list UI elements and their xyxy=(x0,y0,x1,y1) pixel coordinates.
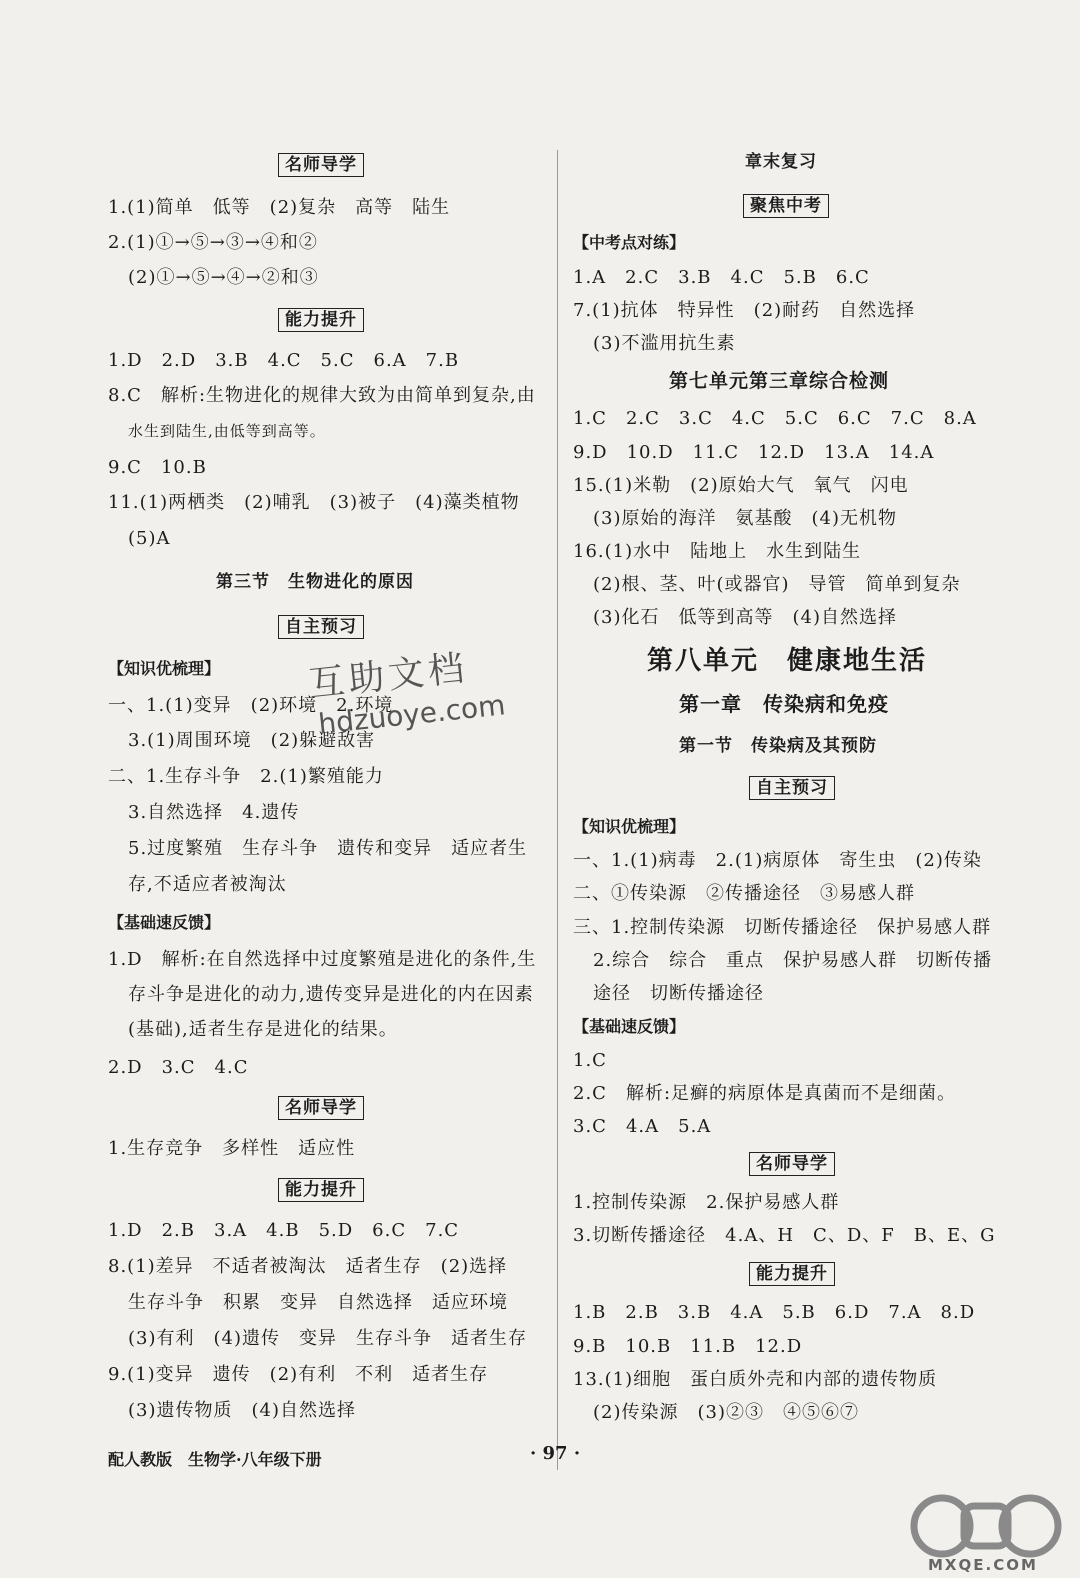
answer-line: 5.过度繁殖 生存斗争 遗传和变异 适应者生 xyxy=(128,838,528,859)
answer-line: 1.B 2.B 3.B 4.A 5.B 6.D 7.A 8.D xyxy=(573,1302,976,1323)
answer-line: (3)原始的海洋 氨基酸 (4)无机物 xyxy=(593,508,897,529)
answer-line: 1.生存竞争 多样性 适应性 xyxy=(108,1138,356,1159)
section-box-ability: 能力提升 xyxy=(749,1262,835,1286)
answer-line: 二、1.生存斗争 2.(1)繁殖能力 xyxy=(108,766,384,787)
section-box-ability: 能力提升 xyxy=(278,1178,364,1202)
chapter-test-title: 第七单元第三章综合检测 xyxy=(669,370,890,392)
subsection-heading: 【知识优梳理】 xyxy=(573,817,686,836)
unit-title: 第八单元 健康地生活 xyxy=(647,646,928,676)
answer-line: 11.(1)两栖类 (2)哺乳 (3)被子 (4)藻类植物 xyxy=(108,492,520,513)
answer-line: 9.B 10.B 11.B 12.D xyxy=(573,1336,803,1357)
subsection-heading: 【基础速反馈】 xyxy=(108,913,221,932)
answer-line: 存,不适应者被淘汰 xyxy=(128,874,287,895)
section-title: 第三节 生物进化的原因 xyxy=(216,572,414,592)
section-box-self-study: 自主预习 xyxy=(278,615,364,639)
watermark-text: 互助文档 xyxy=(306,647,471,706)
answer-line: 1.A 2.C 3.B 4.C 5.B 6.C xyxy=(573,267,870,288)
answer-line: 1.(1)简单 低等 (2)复杂 高等 陆生 xyxy=(108,197,451,218)
subsection-heading: 【知识优梳理】 xyxy=(108,659,221,678)
answer-line: 1.D 2.D 3.B 4.C 5.C 6.A 7.B xyxy=(108,350,460,371)
logo-icon xyxy=(902,1492,1072,1562)
answer-line: 3.自然选择 4.遗传 xyxy=(128,802,300,823)
answer-line: (3)有利 (4)遗传 变异 生存斗争 适者生存 xyxy=(128,1328,527,1349)
answer-line: 2.C 解析:足癣的病原体是真菌而不是细菌。 xyxy=(573,1083,957,1104)
column-divider xyxy=(557,150,558,1470)
section-title: 第一节 传染病及其预防 xyxy=(679,736,877,756)
subsection-heading: 【基础速反馈】 xyxy=(573,1017,686,1036)
answer-line: 1.控制传染源 2.保护易感人群 xyxy=(573,1192,840,1213)
answer-line: 1.D 2.B 3.A 4.B 5.D 6.C 7.C xyxy=(108,1220,460,1241)
answer-line: 1.C 2.C 3.C 4.C 5.C 6.C 7.C 8.A xyxy=(573,408,977,429)
answer-line: 2.综合 综合 重点 保护易感人群 切断传播 xyxy=(593,950,993,971)
section-box-teacher-guide: 名师导学 xyxy=(749,1152,835,1176)
answer-line: 1.D 解析:在自然选择中过度繁殖是进化的条件,生 xyxy=(108,949,537,970)
answer-line: 9.(1)变异 遗传 (2)有利 不利 适者生存 xyxy=(108,1364,489,1385)
answer-line: (2)根、茎、叶(或器官) 导管 简单到复杂 xyxy=(593,574,961,595)
answer-line: (2)①→⑤→④→②和③ xyxy=(128,267,319,288)
answer-line: 2.(1)①→⑤→③→④和② xyxy=(108,232,318,253)
answer-line: (2)传染源 (3)②③ ④⑤⑥⑦ xyxy=(593,1402,859,1423)
answer-line: (3)不滥用抗生素 xyxy=(593,333,736,354)
answer-line: (3)化石 低等到高等 (4)自然选择 xyxy=(593,607,897,628)
answer-line: 3.(1)周围环境 (2)躲避敌害 xyxy=(128,730,376,751)
answer-line: 水生到陆生,由低等到高等。 xyxy=(128,422,326,440)
answer-line: 2.D 3.C 4.C xyxy=(108,1057,249,1078)
section-box-exam-focus: 聚焦中考 xyxy=(743,194,829,218)
answer-line: 9.D 10.D 11.C 12.D 13.A 14.A xyxy=(573,442,935,463)
answer-line: 三、1.控制传染源 切断传播途径 保护易感人群 xyxy=(573,917,992,938)
answer-line: (3)遗传物质 (4)自然选择 xyxy=(128,1400,356,1421)
answer-line: 16.(1)水中 陆地上 水生到陆生 xyxy=(573,541,862,562)
answer-line: (基础),适者生存是进化的结果。 xyxy=(128,1019,398,1040)
page-number: · 97 · xyxy=(530,1443,581,1464)
answer-line: 3.C 4.A 5.A xyxy=(573,1116,712,1137)
answer-line: 途径 切断传播途径 xyxy=(593,983,764,1004)
answer-line: 1.C xyxy=(573,1050,607,1071)
section-box-teacher-guide: 名师导学 xyxy=(278,1096,364,1120)
answer-line: 9.C 10.B xyxy=(108,457,207,478)
answer-line: (5)A xyxy=(128,528,171,549)
footer-edition: 配人教版 生物学·八年级下册 xyxy=(108,1450,322,1469)
answer-line: 生存斗争 积累 变异 自然选择 适应环境 xyxy=(128,1292,508,1313)
answer-line: 8.C 解析:生物进化的规律大致为由简单到复杂,由 xyxy=(108,385,536,406)
watermark-url: hdzuoye.com xyxy=(316,688,507,741)
section-box-ability: 能力提升 xyxy=(278,308,364,332)
section-title: 章末复习 xyxy=(745,152,817,172)
answer-line: 一、1.(1)病毒 2.(1)病原体 寄生虫 (2)传染 xyxy=(573,850,982,871)
section-box-teacher-guide: 名师导学 xyxy=(278,153,364,177)
answer-line: 15.(1)米勒 (2)原始大气 氧气 闪电 xyxy=(573,475,909,496)
answer-line: 存斗争是进化的动力,遗传变异是进化的内在因素 xyxy=(128,984,534,1005)
subsection-heading: 【中考点对练】 xyxy=(573,233,686,252)
answer-line: 3.切断传播途径 4.A、H C、D、F B、E、G xyxy=(573,1225,996,1246)
chapter-title: 第一章 传染病和免疫 xyxy=(679,692,889,716)
answer-line: 二、①传染源 ②传播途径 ③易感人群 xyxy=(573,883,915,904)
answer-line: 13.(1)细胞 蛋白质外壳和内部的遗传物质 xyxy=(573,1369,938,1390)
answer-line: 8.(1)差异 不适者被淘汰 适者生存 (2)选择 xyxy=(108,1256,508,1277)
answer-line: 一、1.(1)变异 (2)环境 2.环境 xyxy=(108,695,394,716)
logo-url: MXQE.COM xyxy=(928,1556,1038,1574)
answer-line: 7.(1)抗体 特异性 (2)耐药 自然选择 xyxy=(573,300,916,321)
section-box-self-study: 自主预习 xyxy=(749,776,835,800)
